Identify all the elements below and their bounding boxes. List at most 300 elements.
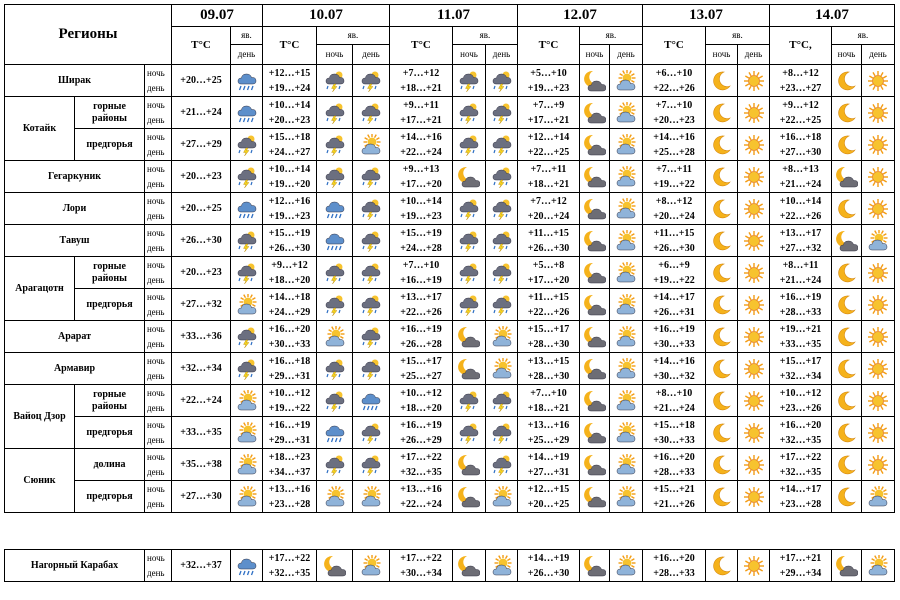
crescent-moon-icon (832, 454, 861, 476)
weather-icon-cell (486, 65, 518, 97)
weather-icon-cell (738, 550, 770, 582)
sun-behind-cloud-icon (231, 422, 262, 444)
weather-icon-cell (862, 321, 895, 353)
phenomena-header-5: яв. (832, 27, 895, 45)
day-temp: +21…+24 (653, 402, 695, 414)
weather-icon-cell (706, 225, 738, 257)
moon-behind-cloud-icon (580, 134, 609, 156)
sun-behind-cloud-icon (862, 486, 894, 508)
weather-icon-cell (486, 550, 518, 582)
temp-cell (172, 225, 231, 257)
day-label: день (147, 567, 165, 578)
subregion-name: предгорья (75, 289, 145, 321)
weather-icon-cell (862, 97, 895, 129)
thunderstorm-icon (317, 70, 352, 92)
night-day-label (145, 225, 172, 257)
night-temp: +16…+19 (400, 419, 442, 431)
temp-cell (263, 385, 317, 417)
day-temp: +32…+35 (779, 466, 822, 478)
weather-icon-cell (862, 449, 895, 481)
day-temp: +28…+30 (527, 338, 570, 350)
weather-icon-cell (353, 481, 390, 513)
rain-cloud-icon (317, 230, 352, 252)
temp-cell (518, 65, 580, 97)
day-temp: +29…+31 (268, 370, 311, 382)
day-temp: +30…+34 (400, 567, 442, 579)
day-temp: +16…+19 (400, 274, 442, 286)
crescent-moon-icon (706, 326, 737, 348)
night-temp: +15…+18 (653, 419, 695, 431)
region-name: Армавир (5, 353, 145, 385)
phenomena-header-1: яв. (317, 27, 390, 45)
temp-cell (518, 550, 580, 582)
thunderstorm-icon (231, 262, 262, 284)
temp-cell (643, 97, 706, 129)
thunderstorm-icon (486, 134, 517, 156)
weather-icon-cell (706, 353, 738, 385)
weather-icon-cell (453, 385, 486, 417)
weather-icon-cell (706, 481, 738, 513)
temp-header-1: T°C (263, 27, 317, 65)
weather-icon-cell (580, 481, 610, 513)
night-sub-header-2: ночь (453, 45, 486, 65)
night-label: ночь (147, 259, 165, 270)
day-temp: +24…+29 (268, 306, 311, 318)
weather-icon-cell (486, 481, 518, 513)
weather-icon-cell (317, 289, 353, 321)
night-temp: +16…+19 (653, 323, 695, 335)
day-sub-header-4: день (738, 45, 770, 65)
weather-icon-cell (832, 129, 862, 161)
table-row (5, 449, 895, 481)
weather-icon-cell (738, 481, 770, 513)
region-name: Гегаркуник (5, 161, 145, 193)
night-temp: +18…+23 (268, 451, 311, 463)
temp-cell (263, 449, 317, 481)
night-temp: +17…+22 (400, 552, 442, 564)
weather-icon-cell (486, 129, 518, 161)
temp-cell (770, 161, 832, 193)
table-row-karabakh (5, 550, 895, 582)
weather-icon-cell (862, 353, 895, 385)
weather-icon-cell (738, 65, 770, 97)
night-day-label (145, 257, 172, 289)
day-temp: +27…+32 (779, 242, 822, 254)
temp-cell (643, 550, 706, 582)
night-temp: +9…+12 (782, 99, 819, 111)
crescent-moon-icon (832, 422, 861, 444)
day-temp: +26…+31 (653, 306, 695, 318)
sun-icon (862, 358, 894, 380)
temp-cell (172, 550, 231, 582)
thunderstorm-icon (353, 166, 389, 188)
weather-icon-cell (580, 193, 610, 225)
weather-icon-cell (317, 257, 353, 289)
day-temp: +20…+25 (180, 75, 222, 86)
temp-cell (172, 289, 231, 321)
temp-cell (643, 65, 706, 97)
weather-icon-cell (832, 321, 862, 353)
day-temp: +19…+23 (527, 82, 570, 94)
temp-cell (390, 289, 453, 321)
moon-behind-cloud-icon (317, 555, 352, 577)
weather-icon-cell (580, 129, 610, 161)
sun-icon (738, 326, 769, 348)
night-temp: +15…+21 (653, 483, 695, 495)
thunderstorm-icon (317, 390, 352, 412)
day-temp: +28…+33 (779, 306, 822, 318)
weather-icon-cell (317, 321, 353, 353)
day-temp: +19…+24 (268, 82, 311, 94)
thunderstorm-icon (231, 166, 262, 188)
thunderstorm-icon (353, 422, 389, 444)
day-temp: +17…+21 (400, 114, 442, 126)
table-row (5, 481, 895, 513)
weather-icon-cell (862, 289, 895, 321)
night-temp: +14…+17 (779, 483, 822, 495)
weather-icon-cell (486, 385, 518, 417)
subregion-name: предгорья (75, 129, 145, 161)
thunderstorm-icon (317, 294, 352, 316)
day-temp: +33…+35 (180, 427, 222, 438)
night-temp: +10…+12 (400, 387, 442, 399)
phenomena-header-3: яв. (580, 27, 643, 45)
temp-cell (390, 257, 453, 289)
weather-icon-cell (353, 417, 390, 449)
date-header-0: 09.07 (172, 5, 263, 27)
crescent-moon-icon (706, 102, 737, 124)
night-label: ночь (147, 291, 165, 302)
weather-icon-cell (580, 550, 610, 582)
temp-header-3: T°C (518, 27, 580, 65)
table-row (5, 417, 895, 449)
thunderstorm-icon (317, 358, 352, 380)
night-temp: +16…+19 (779, 291, 822, 303)
moon-behind-cloud-icon (580, 555, 609, 577)
night-temp: +8…+12 (782, 67, 819, 79)
weather-icon-cell (353, 193, 390, 225)
temp-cell (172, 65, 231, 97)
temp-cell (643, 417, 706, 449)
moon-behind-cloud-icon (453, 486, 485, 508)
day-sub-header-0: день (231, 45, 263, 65)
subregion-name: предгорья (75, 481, 145, 513)
moon-behind-cloud-icon (453, 358, 485, 380)
weather-icon-cell (610, 550, 643, 582)
weather-icon-cell (738, 289, 770, 321)
weather-icon-cell (231, 129, 263, 161)
thunderstorm-icon (453, 134, 485, 156)
day-temp: +33…+35 (779, 338, 822, 350)
day-label: день (147, 370, 165, 381)
weather-icon-cell (832, 257, 862, 289)
temp-cell (518, 289, 580, 321)
sun-behind-cloud-icon (610, 454, 642, 476)
temp-cell (518, 417, 580, 449)
moon-behind-cloud-icon (580, 230, 609, 252)
temp-header-2: T°C (390, 27, 453, 65)
night-temp: +11…+15 (528, 291, 569, 303)
weather-icon-cell (738, 385, 770, 417)
night-day-label (145, 129, 172, 161)
temp-cell (172, 449, 231, 481)
weather-icon-cell (317, 449, 353, 481)
night-temp: +7…+10 (655, 99, 693, 111)
day-temp: +28…+33 (653, 466, 695, 478)
weather-icon-cell (231, 193, 263, 225)
temp-cell (643, 385, 706, 417)
region-name: Тавуш (5, 225, 145, 257)
weather-icon-cell (453, 417, 486, 449)
night-temp: +10…+14 (779, 195, 822, 207)
subregion-name: горные районы (75, 385, 145, 417)
rain-cloud-icon (231, 555, 262, 577)
night-day-label (145, 321, 172, 353)
weather-icon-cell (580, 257, 610, 289)
night-temp: +13…+17 (400, 291, 442, 303)
rain-cloud-icon (317, 198, 352, 220)
night-temp: +14…+19 (527, 552, 570, 564)
region-name: Вайоц Дзор (5, 385, 75, 449)
day-temp: +17…+21 (527, 114, 570, 126)
temp-cell (770, 417, 832, 449)
thunderstorm-icon (453, 70, 485, 92)
weather-icon-cell (706, 129, 738, 161)
day-temp: +21…+24 (779, 178, 822, 190)
thunderstorm-icon (486, 294, 517, 316)
thunderstorm-icon (317, 134, 352, 156)
table-row (5, 97, 895, 129)
weather-icon-cell (353, 449, 390, 481)
temp-cell (172, 97, 231, 129)
night-temp: +11…+15 (653, 227, 695, 239)
day-label: день (147, 338, 165, 349)
thunderstorm-icon (486, 390, 517, 412)
weather-icon-cell (832, 550, 862, 582)
night-temp: +10…+14 (268, 163, 311, 175)
night-sub-header-1: ночь (317, 45, 353, 65)
day-temp: +33…+36 (180, 331, 222, 342)
night-temp: +5…+10 (530, 67, 567, 79)
night-temp: +14…+18 (268, 291, 311, 303)
crescent-moon-icon (706, 390, 737, 412)
weather-icon-cell (486, 161, 518, 193)
weather-icon-cell (832, 417, 862, 449)
sun-icon (738, 422, 769, 444)
moon-behind-cloud-icon (832, 555, 861, 577)
crescent-moon-icon (832, 70, 861, 92)
weather-icon-cell (706, 193, 738, 225)
thunderstorm-icon (353, 230, 389, 252)
temp-cell (390, 385, 453, 417)
weather-icon-cell (610, 481, 643, 513)
sun-icon (738, 294, 769, 316)
day-label: день (147, 498, 165, 509)
day-temp: +17…+20 (400, 178, 442, 190)
weather-icon-cell (353, 161, 390, 193)
day-temp: +25…+29 (527, 434, 570, 446)
temp-cell (518, 353, 580, 385)
temp-header-5: T°C, (770, 27, 832, 65)
temp-cell (643, 225, 706, 257)
weather-icon-cell (231, 449, 263, 481)
crescent-moon-icon (832, 390, 861, 412)
night-temp: +7…+11 (530, 163, 567, 175)
weather-icon-cell (486, 449, 518, 481)
weather-icon-cell (862, 417, 895, 449)
weather-icon-cell (832, 193, 862, 225)
night-day-label (145, 385, 172, 417)
moon-behind-cloud-icon (580, 454, 609, 476)
weather-icon-cell (580, 385, 610, 417)
night-day-label (145, 97, 172, 129)
day-temp: +27…+29 (180, 139, 222, 150)
weather-icon-cell (706, 289, 738, 321)
sun-icon (862, 454, 894, 476)
night-temp: +16…+20 (268, 323, 311, 335)
temp-header-0: T°C (172, 27, 231, 65)
night-temp: +13…+16 (268, 483, 311, 495)
weather-icon-cell (317, 225, 353, 257)
sun-behind-cloud-icon (353, 134, 389, 156)
weather-icon-cell (610, 225, 643, 257)
night-temp: +16…+19 (400, 323, 442, 335)
night-label: ночь (147, 451, 165, 462)
temp-cell (643, 193, 706, 225)
day-temp: +27…+31 (527, 466, 570, 478)
crescent-moon-icon (832, 294, 861, 316)
subregion-name: горные районы (75, 97, 145, 129)
moon-behind-cloud-icon (453, 166, 485, 188)
day-temp: +19…+23 (400, 210, 442, 222)
phenomena-header-0: яв. (231, 27, 263, 45)
thunderstorm-icon (453, 198, 485, 220)
sun-behind-cloud-icon (610, 358, 642, 380)
night-temp: +13…+17 (779, 227, 822, 239)
day-temp: +23…+28 (268, 498, 311, 510)
weather-icon-cell (738, 353, 770, 385)
weather-icon-cell (862, 129, 895, 161)
day-temp: +20…+25 (527, 498, 570, 510)
night-label: ночь (147, 99, 165, 110)
moon-behind-cloud-icon (580, 102, 609, 124)
temp-cell (390, 97, 453, 129)
sun-behind-cloud-icon (610, 555, 642, 577)
weather-icon-cell (706, 161, 738, 193)
night-temp: +6…+9 (658, 259, 690, 271)
weather-icon-cell (610, 161, 643, 193)
weather-icon-cell (231, 353, 263, 385)
weather-icon-cell (706, 97, 738, 129)
weather-icon-cell (610, 257, 643, 289)
weather-icon-cell (610, 97, 643, 129)
night-temp: +10…+12 (268, 387, 311, 399)
day-temp: +17…+20 (527, 274, 570, 286)
temp-cell (263, 225, 317, 257)
night-temp: +17…+22 (268, 552, 311, 564)
temp-cell (390, 193, 453, 225)
temp-cell (643, 257, 706, 289)
night-temp: +12…+15 (268, 67, 311, 79)
day-temp: +32…+34 (180, 363, 222, 374)
date-header-1: 10.07 (263, 5, 390, 27)
weather-icon-cell (317, 129, 353, 161)
temp-cell (390, 321, 453, 353)
temp-cell (390, 129, 453, 161)
night-sub-header-5: ночь (832, 45, 862, 65)
crescent-moon-icon (832, 262, 861, 284)
day-label: день (147, 306, 165, 317)
thunderstorm-icon (486, 166, 517, 188)
night-day-label (145, 550, 172, 582)
sun-behind-cloud-icon (862, 230, 894, 252)
weather-icon-cell (453, 321, 486, 353)
weather-icon-cell (832, 161, 862, 193)
weather-icon-cell (862, 385, 895, 417)
day-temp: +19…+22 (653, 274, 695, 286)
table-row (5, 65, 895, 97)
day-temp: +18…+21 (400, 82, 442, 94)
night-day-label (145, 289, 172, 321)
night-temp: +11…+15 (528, 227, 569, 239)
crescent-moon-icon (706, 454, 737, 476)
night-day-label (145, 417, 172, 449)
night-temp: +7…+12 (402, 67, 440, 79)
temp-cell (770, 449, 832, 481)
night-temp: +17…+21 (779, 552, 822, 564)
table-row (5, 289, 895, 321)
night-temp: +13…+16 (527, 419, 570, 431)
day-temp: +24…+27 (268, 146, 311, 158)
temp-cell (518, 481, 580, 513)
temp-cell (172, 193, 231, 225)
day-temp: +34…+37 (268, 466, 311, 478)
sun-behind-cloud-icon (486, 358, 517, 380)
weather-icon-cell (317, 161, 353, 193)
weather-icon-cell (453, 65, 486, 97)
sun-behind-cloud-icon (231, 390, 262, 412)
weather-icon-cell (738, 161, 770, 193)
day-temp: +27…+30 (779, 146, 822, 158)
sun-behind-cloud-icon (317, 486, 352, 508)
crescent-moon-icon (832, 358, 861, 380)
day-temp: +26…+30 (180, 235, 222, 246)
weather-icon-cell (231, 65, 263, 97)
table-row (5, 257, 895, 289)
weather-icon-cell (706, 550, 738, 582)
moon-behind-cloud-icon (580, 166, 609, 188)
thunderstorm-icon (486, 102, 517, 124)
phenomena-header-2: яв. (453, 27, 518, 45)
moon-behind-cloud-icon (832, 166, 861, 188)
temp-cell (263, 129, 317, 161)
moon-behind-cloud-icon (832, 230, 861, 252)
weather-icon-cell (353, 257, 390, 289)
weather-icon-cell (706, 257, 738, 289)
thunderstorm-icon (353, 326, 389, 348)
night-temp: +14…+19 (527, 451, 570, 463)
sun-behind-cloud-icon (486, 555, 517, 577)
temp-cell (518, 161, 580, 193)
night-label: ночь (147, 67, 165, 78)
day-sub-header-2: день (486, 45, 518, 65)
day-sub-header-1: день (353, 45, 390, 65)
crescent-moon-icon (832, 326, 861, 348)
night-temp: +7…+11 (656, 163, 692, 175)
night-temp: +15…+19 (400, 227, 442, 239)
weather-icon-cell (353, 321, 390, 353)
day-temp: +22…+25 (527, 146, 570, 158)
